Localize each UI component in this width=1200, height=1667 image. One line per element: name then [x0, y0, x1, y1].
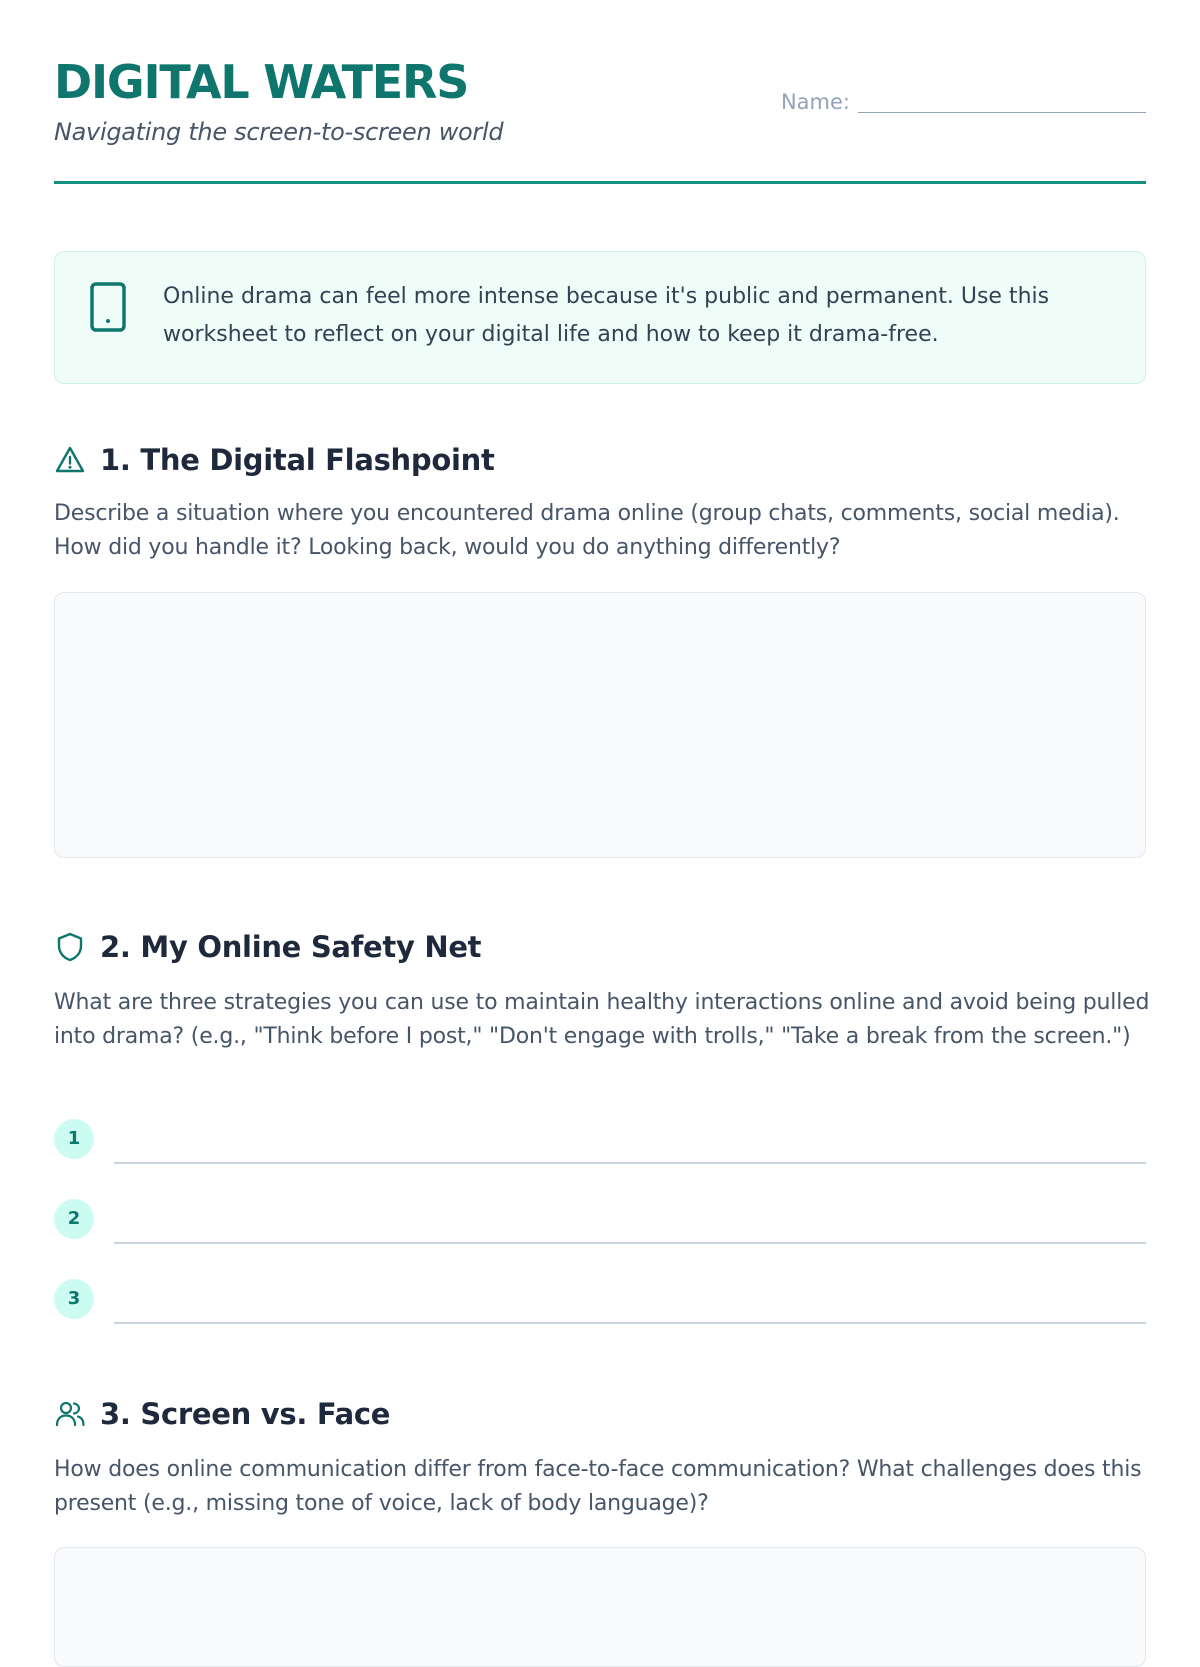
strategy-answer-line[interactable] [114, 1322, 1146, 1324]
worksheet-header [54, 0, 1146, 184]
users-icon [54, 1398, 86, 1430]
intro-text: Online drama can feel more intense because it's public and permanent. Use this worksheet to reflect on your digital life and how to keep it drama-free. [163, 284, 1050, 347]
warning-triangle-icon [54, 444, 86, 476]
shield-icon [54, 931, 86, 963]
tablet-icon [88, 281, 128, 333]
worksheet-title: DIGITAL WATERS [54, 55, 469, 109]
section-2-heading [54, 930, 481, 964]
intro-callout [54, 251, 1146, 384]
worksheet-subtitle: Navigating the screen-to-screen world [54, 118, 504, 146]
strategy-number-badge: 2 [54, 1199, 94, 1239]
strategy-row-2 [54, 1199, 1146, 1243]
section-2-prompt: What are three strategies you can use to maintain healthy interactions online and avoid being pulled into drama? (e.g., "Think before I post," "Don't engage with trolls," "Take a break from the screen.") [54, 990, 1150, 1049]
name-field-group [781, 88, 1146, 116]
strategy-number-badge: 3 [54, 1279, 94, 1319]
section-1-heading [54, 443, 495, 477]
strategy-row-1 [54, 1119, 1146, 1163]
strategy-number-badge: 1 [54, 1119, 94, 1159]
strategy-row-3 [54, 1279, 1146, 1323]
section-1-prompt: Describe a situation where you encountered drama online (group chats, comments, social media). How did you handle it? Looking back, would you do anything differently? [54, 501, 1120, 560]
name-label: Name: [780, 90, 850, 114]
strategy-answer-line[interactable] [114, 1162, 1146, 1164]
section-3-answer-box[interactable] [54, 1547, 1146, 1667]
name-field[interactable] [858, 88, 1146, 113]
section-3-heading [54, 1397, 390, 1431]
section-1-title: 1. The Digital Flashpoint [100, 443, 495, 477]
section-3-title: 3. Screen vs. Face [100, 1397, 391, 1431]
strategy-answer-line[interactable] [114, 1242, 1146, 1244]
section-1-answer-box[interactable] [54, 592, 1146, 858]
worksheet-page [54, 0, 1150, 1516]
section-3-prompt: How does online communication differ from face-to-face communication? What challenges does this present (e.g., missing tone of voice, lack of body language)? [54, 1457, 1142, 1516]
section-2-title: 2. My Online Safety Net [100, 930, 482, 964]
